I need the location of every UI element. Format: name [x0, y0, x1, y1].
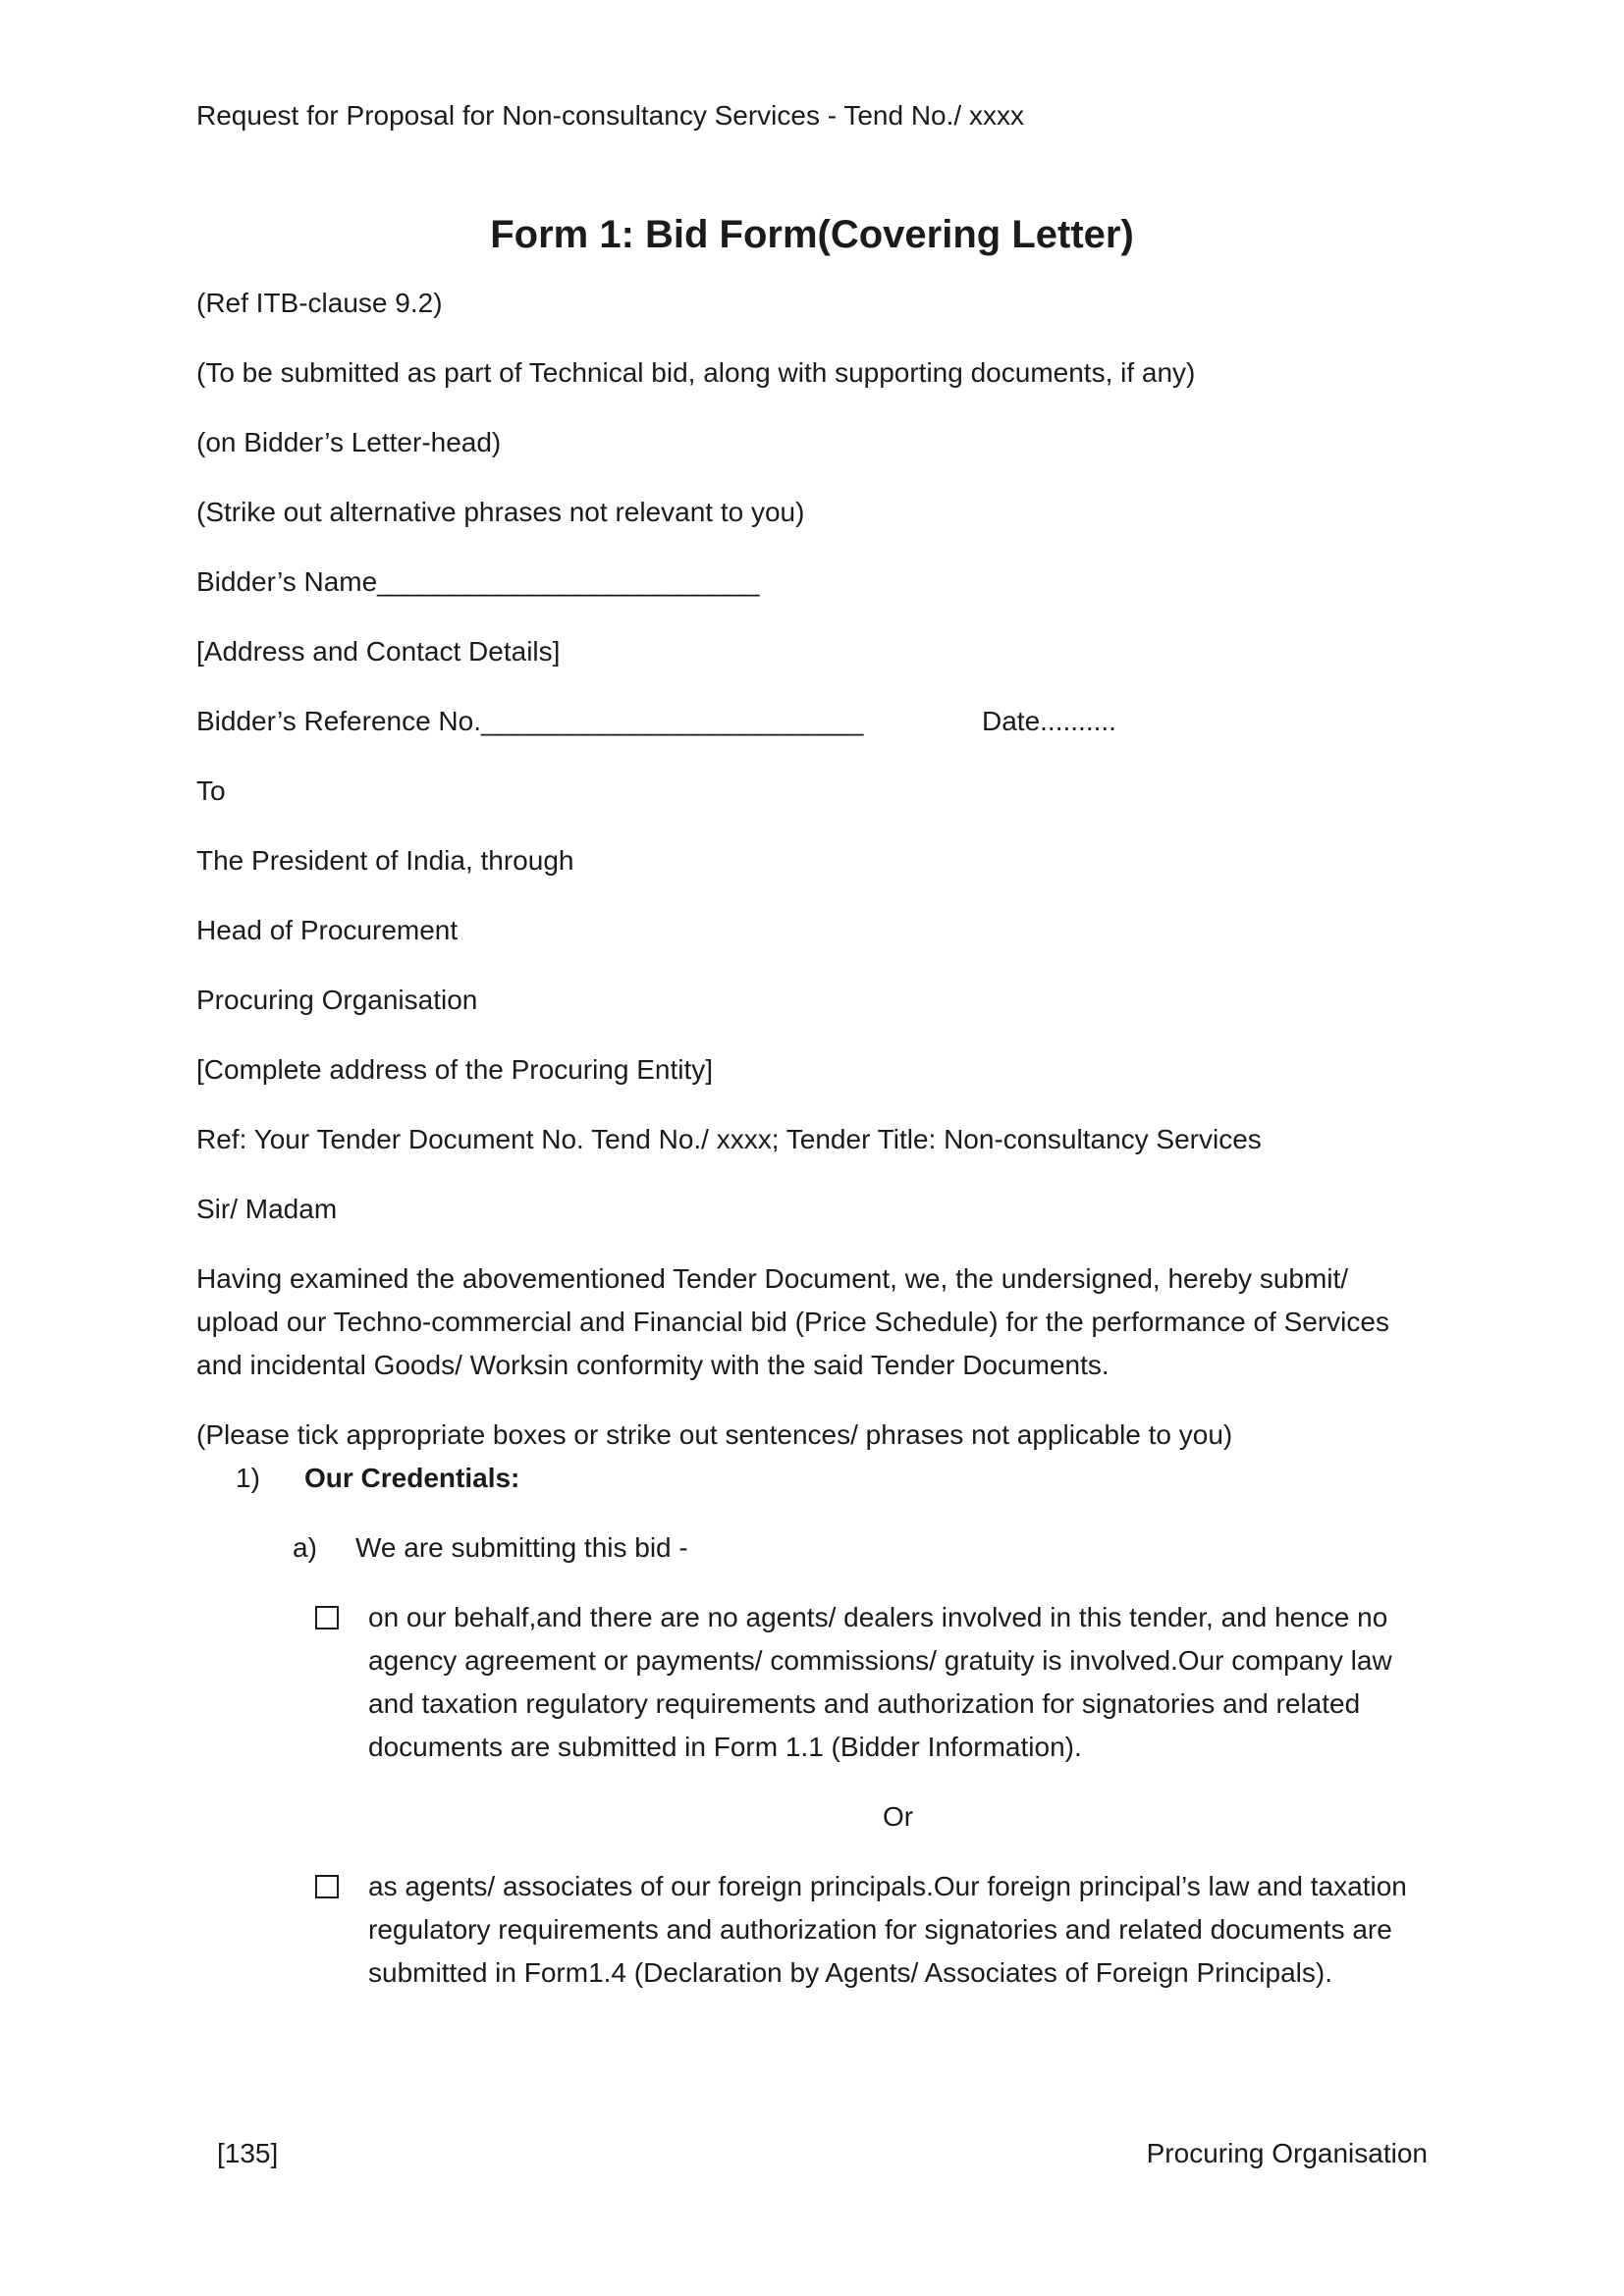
option-line: on our behalf,and there are no agents/ dealers involved in this tender, and hence no	[368, 1602, 1388, 1632]
submission-note: (To be submitted as part of Technical bid, along with supporting documents, if any)	[196, 357, 1196, 388]
body-line: Having examined the abovementioned Tender Document, we, the undersigned, hereby submit/	[196, 1263, 1349, 1294]
list-item-credentials	[196, 1457, 1428, 1500]
credentials-heading: Our Credentials:	[304, 1463, 520, 1493]
list-item-submitting-bid	[196, 1526, 1428, 1570]
form-title: Form 1: Bid Form(Covering Letter)	[490, 213, 1134, 256]
running-header: Request for Proposal for Non-consultancy Services - Tend No./ xxxx	[196, 100, 1024, 131]
body-paragraph	[196, 1257, 1428, 1387]
body-line: upload our Techno-commercial and Financial bid (Price Schedule) for the performance of Services	[196, 1307, 1389, 1337]
page-content	[196, 0, 1428, 2021]
bidder-name-blank[interactable]: _________________________	[377, 566, 760, 597]
recipient-line-organisation: Procuring Organisation	[196, 985, 478, 1015]
letterhead-note: (on Bidder’s Letter-head)	[196, 427, 502, 457]
strike-out-note: (Strike out alternative phrases not relevant to you)	[196, 497, 805, 527]
checkbox-icon[interactable]	[315, 1875, 339, 1898]
reference-blank[interactable]: _________________________	[481, 706, 864, 736]
submitting-bid-label: We are submitting this bid -	[355, 1532, 688, 1563]
sublist-letter: a)	[293, 1532, 317, 1563]
option-line: regulatory requirements and authorization for signatories and related documents are	[368, 1914, 1392, 1945]
tender-reference-line: Ref: Your Tender Document No. Tend No./ xxxx; Tender Title: Non-consultancy Services	[196, 1124, 1262, 1154]
option-line: documents are submitted in Form 1.1 (Bidder Information).	[368, 1732, 1082, 1762]
option-line: agency agreement or payments/ commissions/ gratuity is involved.Our company law	[368, 1645, 1392, 1676]
page-number: [135]	[217, 2138, 279, 2168]
reference-label: Bidder’s Reference No.	[196, 706, 482, 736]
reference-field	[196, 700, 1428, 743]
option-foreign-agents	[196, 1865, 1428, 1995]
bidder-name-label: Bidder’s Name	[196, 566, 378, 597]
address-placeholder: [Address and Contact Details]	[196, 636, 561, 667]
date-field[interactable]: Date..........	[982, 706, 1116, 736]
or-separator: Or	[882, 1801, 914, 1832]
list-number: 1)	[236, 1463, 260, 1493]
to-label: To	[196, 775, 226, 806]
bidder-name-field	[196, 561, 1428, 604]
recipient-line-address: [Complete address of the Procuring Entity]	[196, 1054, 714, 1085]
salutation: Sir/ Madam	[196, 1194, 338, 1224]
option-line: submitted in Form1.4 (Declaration by Agents/ Associates of Foreign Principals).	[368, 1957, 1332, 1988]
footer-organisation: Procuring Organisation	[1146, 2138, 1428, 2168]
option-line: and taxation regulatory requirements and authorization for signatories and related	[368, 1688, 1361, 1719]
checkbox-icon[interactable]	[315, 1606, 339, 1629]
body-line: and incidental Goods/ Worksin conformity with the said Tender Documents.	[196, 1350, 1110, 1380]
page-footer	[196, 2132, 1428, 2175]
tick-note: (Please tick appropriate boxes or strike out sentences/ phrases not applicable to you)	[196, 1419, 1233, 1450]
option-own-behalf	[196, 1596, 1428, 1769]
ref-clause-note: (Ref ITB-clause 9.2)	[196, 288, 443, 318]
recipient-line-president: The President of India, through	[196, 845, 574, 876]
option-line: as agents/ associates of our foreign principals.Our foreign principal’s law and taxation	[368, 1871, 1407, 1901]
recipient-line-head-of-procurement: Head of Procurement	[196, 915, 459, 945]
